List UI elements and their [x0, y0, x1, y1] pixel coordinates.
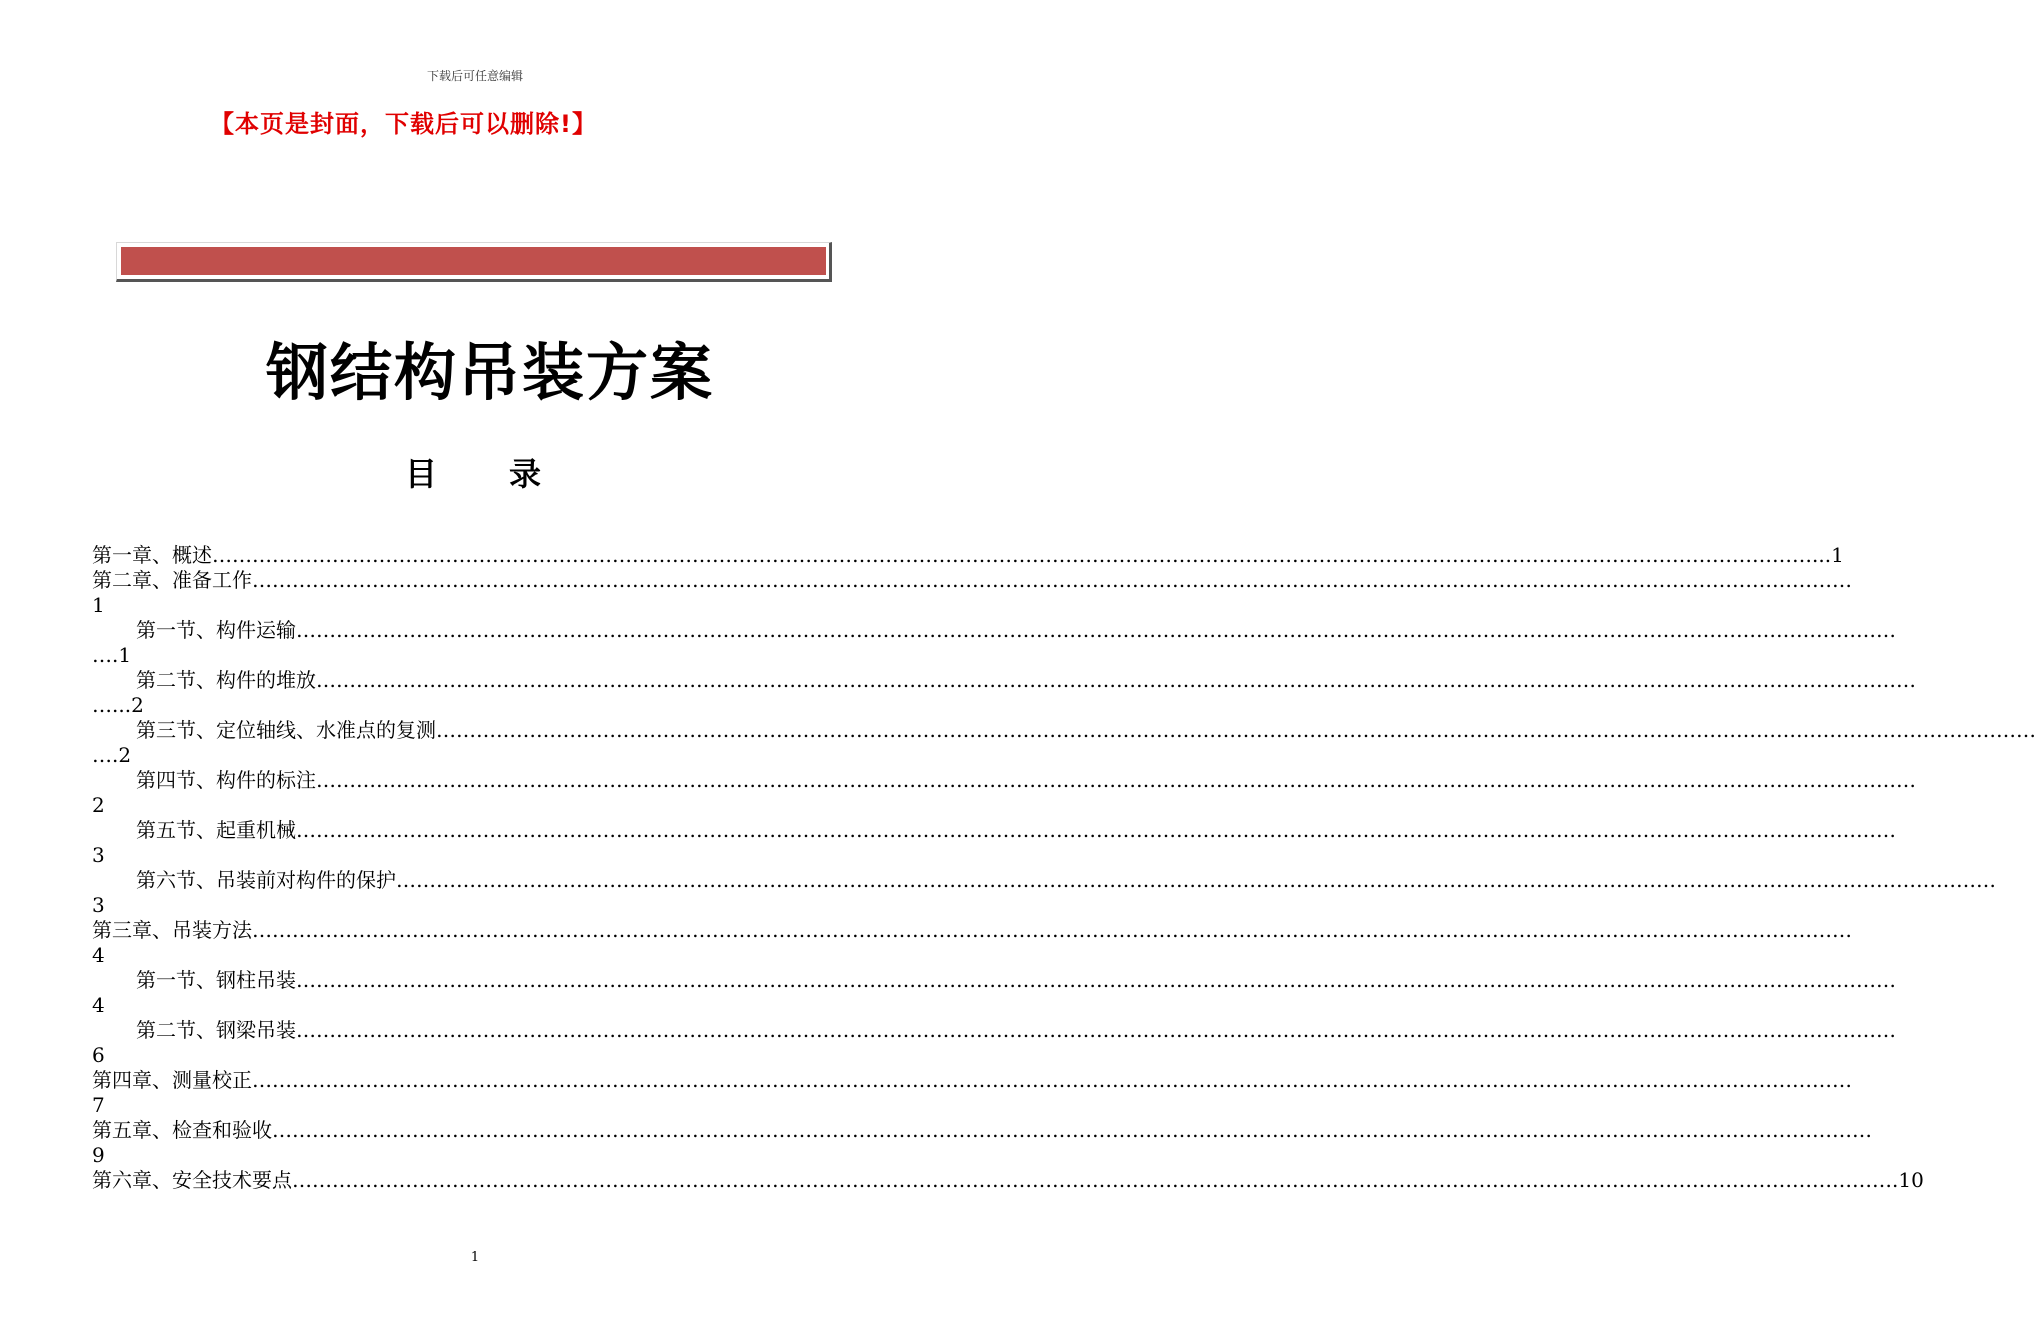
toc-entry[interactable]: [92, 768, 1916, 818]
toc-entry-page: ...1: [1812, 543, 1844, 567]
toc-entry-title: 第五节、起重机械: [136, 818, 296, 842]
toc-entry-page: 1: [92, 593, 105, 617]
toc-entry-title: 第四章、测量校正: [92, 1068, 252, 1092]
toc-entry-title: 第六节、吊装前对构件的保护: [136, 868, 396, 892]
toc-entry-page: 7: [92, 1093, 105, 1117]
toc-entry-page: ….1: [92, 643, 132, 667]
toc-leader-dots: ……………………………………………………………………………………………………………………………………………………………………………………………………………………: [292, 1168, 1892, 1192]
toc-entry-page: 9: [92, 1143, 105, 1167]
toc-entry[interactable]: [92, 818, 1896, 868]
toc-entry[interactable]: [92, 1018, 1896, 1068]
toc-entry-title: 第一章、概述: [92, 543, 212, 567]
toc-entry[interactable]: [92, 668, 1916, 718]
toc-entry-title: 第二章、准备工作: [92, 568, 252, 592]
toc-entry-line: [92, 768, 1916, 793]
toc-leader-dots: ……………………………………………………………………………………………………………………………………………………………………………………………………………………: [272, 1118, 1872, 1142]
toc-entry-title: 第三节、定位轴线、水准点的复测: [136, 718, 436, 742]
toc-leader-dots: ……………………………………………………………………………………………………………………………………………………………………………………………………………………: [296, 818, 1896, 842]
toc-entry[interactable]: [92, 568, 1852, 618]
toc-leader-dots: ……………………………………………………………………………………………………………………………………………………………………………………………………………………: [252, 568, 1852, 592]
toc-entry-line: [92, 1018, 1896, 1043]
toc-entry-page: 6: [92, 1043, 105, 1067]
toc-entry-title: 第一节、钢柱吊装: [136, 968, 296, 992]
toc-leader-dots: ……………………………………………………………………………………………………………………………………………………………………………………………………………………: [296, 1018, 1896, 1042]
toc-entry-line: [92, 868, 1996, 893]
toc-entry-line: [92, 918, 1852, 943]
toc-entry-page: 3: [92, 893, 105, 917]
toc-entry-page: .10: [1892, 1168, 1924, 1192]
toc-entry-page: ….2: [92, 743, 132, 767]
toc-entry[interactable]: [92, 1168, 1924, 1193]
toc-entry[interactable]: [92, 1118, 1872, 1168]
toc-leader-dots: ……………………………………………………………………………………………………………………………………………………………………………………………………………………: [396, 868, 1996, 892]
toc-entry-title: 第二节、构件的堆放: [136, 668, 316, 692]
toc-entry[interactable]: [92, 868, 1996, 918]
toc-entry-line: [92, 968, 1896, 993]
toc-entry-page: 4: [92, 943, 105, 967]
toc-entry-page: 4: [92, 993, 105, 1017]
toc-entry-title: 第四节、构件的标注: [136, 768, 316, 792]
toc-entry-page: …...2: [92, 693, 144, 717]
toc-entry-line: [92, 1068, 1852, 1093]
toc-entry-title: 第二节、钢梁吊装: [136, 1018, 296, 1042]
toc-entry-title: 第六章、安全技术要点: [92, 1168, 292, 1192]
table-of-contents: [92, 543, 2036, 1193]
toc-leader-dots: ……………………………………………………………………………………………………………………………………………………………………………………………………………………: [316, 668, 1916, 692]
toc-entry-page: 2: [92, 793, 105, 817]
toc-entry-line: [92, 568, 1852, 593]
title-banner: [116, 242, 832, 282]
toc-entry-line: [92, 1118, 1872, 1143]
toc-leader-dots: ……………………………………………………………………………………………………………………………………………………………………………………………………………………: [252, 1068, 1852, 1092]
toc-entry-title: 第三章、吊装方法: [92, 918, 252, 942]
toc-leader-dots: ……………………………………………………………………………………………………………………………………………………………………………………………………………………: [316, 768, 1916, 792]
toc-entry-line: [92, 618, 1896, 643]
toc-entry[interactable]: [92, 918, 1852, 968]
toc-entry[interactable]: [92, 718, 2036, 768]
toc-entry[interactable]: [92, 543, 1844, 568]
toc-heading-char-2: 录: [509, 455, 542, 493]
document-title: 钢结构吊装方案: [265, 336, 714, 409]
page-header-note: 下载后可任意编辑: [426, 69, 523, 83]
page-number: 1: [470, 1250, 480, 1265]
toc-entry-line: [92, 718, 2036, 743]
toc-leader-dots: ……………………………………………………………………………………………………………………………………………………………………………………………………………………: [436, 718, 2036, 742]
toc-heading: [405, 449, 541, 495]
toc-entry[interactable]: [92, 968, 1896, 1018]
toc-entry-line: [92, 1168, 1924, 1193]
toc-leader-dots: ……………………………………………………………………………………………………………………………………………………………………………………………………………………: [212, 543, 1812, 567]
toc-leader-dots: ……………………………………………………………………………………………………………………………………………………………………………………………………………………: [252, 918, 1852, 942]
toc-leader-dots: ……………………………………………………………………………………………………………………………………………………………………………………………………………………: [296, 618, 1896, 642]
toc-heading-char-1: 目: [405, 455, 438, 493]
toc-entry-title: 第一节、构件运输: [136, 618, 296, 642]
toc-entry-line: [92, 543, 1844, 568]
toc-entry[interactable]: [92, 1068, 1852, 1118]
toc-entry-title: 第五章、检查和验收: [92, 1118, 272, 1142]
cover-delete-notice: 【本页是封面，下载后可以删除!】: [210, 110, 597, 138]
toc-leader-dots: ……………………………………………………………………………………………………………………………………………………………………………………………………………………: [296, 968, 1896, 992]
toc-entry[interactable]: [92, 618, 1896, 668]
toc-entry-page: 3: [92, 843, 105, 867]
title-banner-fill: [121, 247, 826, 275]
toc-entry-line: [92, 668, 1916, 693]
toc-entry-line: [92, 818, 1896, 843]
